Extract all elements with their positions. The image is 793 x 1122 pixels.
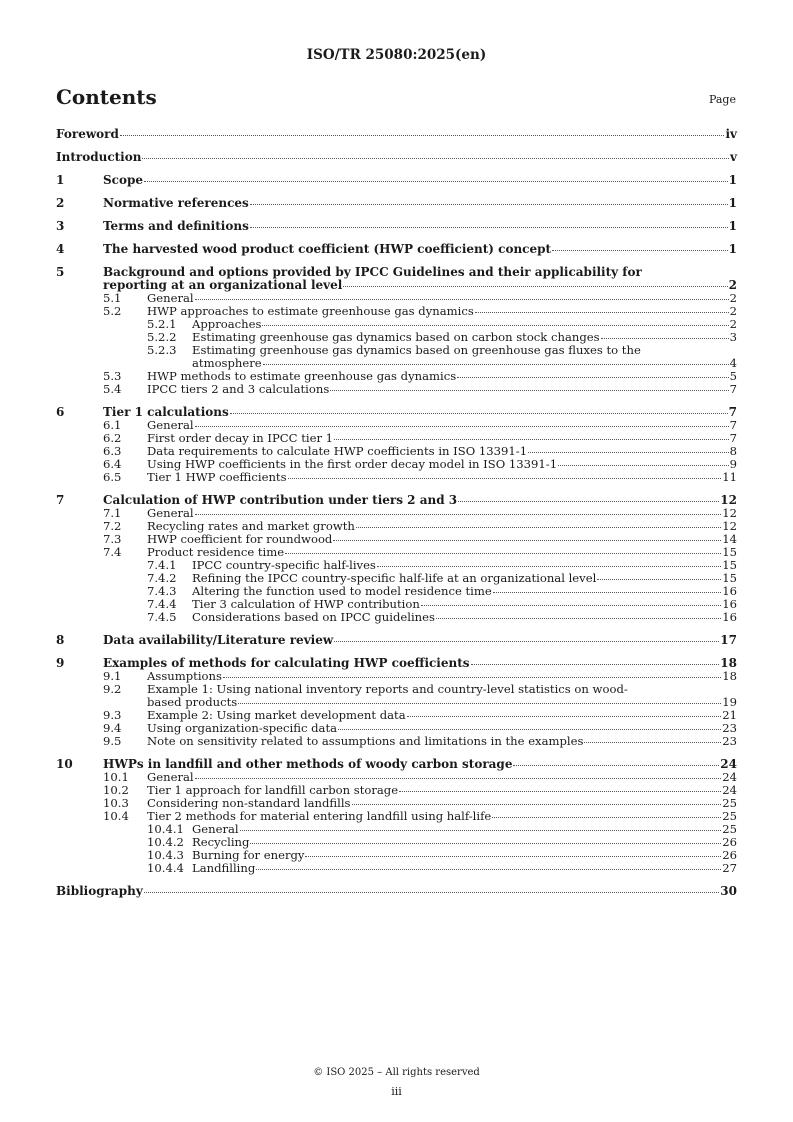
toc-dot-leader	[195, 514, 722, 515]
toc-dot-leader	[558, 465, 729, 466]
toc-entry-title: General	[147, 770, 194, 784]
toc-entry-page: 16	[722, 610, 737, 624]
toc-entry-title: Tier 1 HWP coefficients	[147, 470, 287, 484]
toc-dot-leader	[399, 791, 721, 792]
toc-entry[interactable]	[56, 151, 737, 164]
toc-entry-number: 7.1	[103, 506, 122, 520]
toc-entry-page: 12	[722, 519, 737, 533]
toc-entry-number: 7.4.5	[147, 610, 177, 624]
toc-entry-number: 7	[56, 493, 65, 507]
toc-entry[interactable]	[56, 611, 737, 624]
toc-entry-page: 15	[722, 571, 737, 585]
toc-entry[interactable]	[56, 344, 737, 370]
toc-entry-page: 7	[729, 382, 737, 396]
toc-entry-title: Example 1: Using national inventory reports and country-level statistics on wood-	[147, 682, 628, 696]
toc-entry-page: 26	[722, 848, 737, 862]
toc-dot-leader	[528, 452, 729, 453]
toc-entry[interactable]	[56, 735, 737, 748]
toc-entry-number: 3	[56, 219, 65, 233]
toc-entry-number: 7.4.3	[147, 584, 177, 598]
toc-entry-number: 7.2	[103, 519, 122, 533]
toc-dot-leader	[356, 527, 721, 528]
toc-entry-number: 5.2.2	[147, 330, 177, 344]
page-column-label: Page	[708, 93, 736, 106]
toc-entry-page: 7	[729, 431, 737, 445]
toc-dot-leader	[240, 830, 722, 831]
toc-entry-number: 9.3	[103, 708, 122, 722]
toc-dot-leader	[144, 892, 720, 893]
toc-entry[interactable]	[56, 862, 737, 875]
toc-dot-leader	[195, 778, 722, 779]
toc-entry-title: The harvested wood product coefficient (HWP coefficient) concept	[103, 242, 552, 256]
toc-entry-title: Considerations based on IPCC guidelines	[192, 610, 435, 624]
toc-entry-page: iv	[725, 127, 737, 141]
toc-entry-page: 7	[728, 405, 737, 419]
toc-entry-title: Tier 1 approach for landfill carbon storage	[147, 783, 399, 797]
toc-entry-page: 9	[729, 457, 737, 471]
toc-entry-page: 30	[720, 884, 737, 898]
toc-entry-page: 24	[722, 770, 737, 784]
toc-dot-leader	[142, 158, 729, 159]
toc-entry-title: Estimating greenhouse gas dynamics based on carbon stock changes	[192, 330, 600, 344]
toc-entry-page: 2	[728, 278, 737, 292]
toc-dot-leader	[334, 439, 729, 440]
toc-entry-title: Assumptions	[147, 669, 222, 683]
toc-entry-title: Foreword	[56, 127, 119, 141]
toc-entry-number: 6.3	[103, 444, 122, 458]
toc-entry-page: 16	[722, 584, 737, 598]
toc-dot-leader	[333, 540, 721, 541]
toc-entry-title: IPCC country-specific half-lives	[192, 558, 376, 572]
contents-title: Contents	[56, 85, 157, 109]
toc-entry-page: 8	[729, 444, 737, 458]
toc-entry-title: Considering non-standard landfills	[147, 796, 351, 810]
toc-entry-title: Normative references	[103, 196, 249, 210]
toc-entry-number: 5.2.3	[147, 343, 177, 357]
toc-entry-page: 25	[722, 796, 737, 810]
toc-entry-number: 6.1	[103, 418, 122, 432]
toc-entry-page: 1	[728, 173, 737, 187]
toc-entry-page: 18	[720, 656, 737, 670]
toc-entry-number: 4	[56, 242, 65, 256]
toc-entry-page: 12	[720, 493, 737, 507]
toc-entry-title: Example 2: Using market development data	[147, 708, 406, 722]
toc-entry-number: 10.1	[103, 770, 129, 784]
toc-entry-number: 10.4.2	[147, 835, 184, 849]
toc-entry-title: Background and options provided by IPCC Guidelines and their applicability for	[103, 265, 642, 279]
toc-entry-title: Note on sensitivity related to assumptions and limitations in the examples	[147, 734, 584, 748]
toc-entry-title: Recycling	[192, 835, 250, 849]
toc-entry-page: 12	[722, 506, 737, 520]
toc-entry-title: Approaches	[192, 317, 262, 331]
toc-entry-title: General	[147, 506, 194, 520]
toc-entry[interactable]	[56, 220, 737, 233]
toc-entry-page: 15	[722, 558, 737, 572]
toc-entry-page: 15	[722, 545, 737, 559]
toc-dot-leader	[343, 286, 727, 287]
toc-entry-title: IPCC tiers 2 and 3 calculations	[147, 382, 330, 396]
toc-dot-leader	[436, 618, 721, 619]
toc-entry-title: Bibliography	[56, 884, 143, 898]
toc-entry-number: 9.2	[103, 682, 122, 696]
toc-entry-title: Introduction	[56, 150, 142, 164]
toc-entry-page: 1	[728, 196, 737, 210]
toc-entry-title: Recycling rates and market growth	[147, 519, 355, 533]
toc-entry-title: Burning for energy	[192, 848, 305, 862]
toc-entry-title: Tier 1 calculations	[103, 405, 229, 419]
toc-entry-page: 2	[729, 291, 737, 305]
toc-entry-title-continuation: atmosphere	[192, 356, 262, 370]
toc-entry-page: 14	[722, 532, 737, 546]
toc-entry-number: 10	[56, 757, 73, 771]
toc-entry-number: 5.1	[103, 291, 122, 305]
toc-dot-leader	[597, 579, 721, 580]
toc-entry-number: 10.4	[103, 809, 129, 823]
toc-entry-page: 25	[722, 822, 737, 836]
toc-entry-page: 19	[722, 695, 737, 709]
toc-entry-title: General	[147, 291, 194, 305]
toc-entry-page: 18	[722, 669, 737, 683]
toc-entry-page: v	[730, 150, 737, 164]
toc-entry-number: 5	[56, 265, 65, 279]
toc-entry-number: 8	[56, 633, 65, 647]
toc-entry-title: Tier 2 methods for material entering landfill using half-life	[147, 809, 492, 823]
toc-dot-leader	[457, 377, 728, 378]
toc-entry-number: 9.4	[103, 721, 122, 735]
toc-entry-title: General	[192, 822, 239, 836]
toc-entry-page: 7	[729, 418, 737, 432]
toc-entry-page: 3	[729, 330, 737, 344]
toc-entry[interactable]	[56, 683, 737, 709]
toc-dot-leader	[552, 250, 728, 251]
toc-entry-title: Estimating greenhouse gas dynamics based on greenhouse gas fluxes to the	[192, 343, 641, 357]
toc-entry-number: 6.5	[103, 470, 122, 484]
toc-entry-number: 10.2	[103, 783, 129, 797]
toc-dot-leader	[601, 338, 729, 339]
toc-entry-page: 26	[722, 835, 737, 849]
toc-dot-leader	[492, 817, 721, 818]
toc-dot-leader	[256, 869, 721, 870]
toc-entry-page: 24	[720, 757, 737, 771]
toc-entry-number: 5.2.1	[147, 317, 177, 331]
toc-entry-page: 5	[729, 369, 737, 383]
toc-entry-number: 7.4.2	[147, 571, 177, 585]
toc-entry-title-continuation: based products	[147, 695, 238, 709]
toc-entry-number: 1	[56, 173, 65, 187]
toc-entry-number: 6.2	[103, 431, 122, 445]
toc-dot-leader	[230, 413, 728, 414]
toc-dot-leader	[144, 181, 728, 182]
toc-entry-page: 2	[729, 317, 737, 331]
toc-entry-number: 2	[56, 196, 65, 210]
toc-entry-number: 9	[56, 656, 65, 670]
toc-entry-number: 5.2	[103, 304, 122, 318]
toc-entry[interactable]	[56, 634, 737, 647]
toc-entry-page: 23	[722, 734, 737, 748]
toc-entry-page: 1	[728, 242, 737, 256]
toc-dot-leader	[330, 390, 728, 391]
toc-entry-title: Scope	[103, 173, 144, 187]
toc-entry-title: Refining the IPCC country-specific half-life at an organizational level	[192, 571, 597, 585]
toc-dot-leader	[238, 703, 721, 704]
toc-dot-leader	[223, 677, 721, 678]
toc-dot-leader	[120, 135, 725, 136]
toc-dot-leader	[262, 325, 728, 326]
page-number: iii	[391, 1085, 402, 1098]
toc-entry-page: 25	[722, 809, 737, 823]
toc-entry-title: HWPs in landfill and other methods of woody carbon storage	[103, 757, 513, 771]
toc-entry-page: 17	[720, 633, 737, 647]
toc-dot-leader	[250, 204, 728, 205]
toc-dot-leader	[471, 664, 720, 665]
toc-entry-number: 9.1	[103, 669, 122, 683]
toc-dot-leader	[584, 742, 721, 743]
toc-entry-title: General	[147, 418, 194, 432]
toc-dot-leader	[513, 765, 719, 766]
toc-entry[interactable]	[56, 128, 737, 141]
toc-dot-leader	[458, 501, 719, 502]
toc-dot-leader	[263, 364, 729, 365]
toc-dot-leader	[334, 641, 719, 642]
toc-entry[interactable]	[56, 885, 737, 898]
toc-dot-leader	[493, 592, 721, 593]
toc-dot-leader	[407, 716, 722, 717]
toc-entry-number: 10.4.4	[147, 861, 184, 875]
toc-entry-number: 6.4	[103, 457, 122, 471]
toc-entry-title: Examples of methods for calculating HWP coefficients	[103, 656, 470, 670]
toc-entry-title: First order decay in IPCC tier 1	[147, 431, 334, 445]
toc-entry-title: HWP methods to estimate greenhouse gas dynamics	[147, 369, 457, 383]
toc-dot-leader	[195, 299, 729, 300]
toc-entry[interactable]	[56, 471, 737, 484]
toc-dot-leader	[421, 605, 721, 606]
toc-entry-number: 5.4	[103, 382, 122, 396]
toc-entry-title: Data availability/Literature review	[103, 633, 334, 647]
toc-entry-title: Terms and definitions	[103, 219, 249, 233]
toc-dot-leader	[288, 478, 722, 479]
toc-entry[interactable]	[56, 197, 737, 210]
toc-entry-number: 7.4	[103, 545, 122, 559]
toc-dot-leader	[250, 227, 728, 228]
toc-entry-page: 2	[729, 304, 737, 318]
toc-entry-title: Using HWP coefficients in the first order decay model in ISO 13391-1	[147, 457, 558, 471]
toc-entry[interactable]	[56, 383, 737, 396]
toc-entry-title: Altering the function used to model residence time	[192, 584, 492, 598]
toc-entry-page: 11	[722, 470, 737, 484]
toc-entry-number: 6	[56, 405, 65, 419]
toc-entry-title: HWP coefficient for roundwood	[147, 532, 333, 546]
toc-entry-title: Product residence time	[147, 545, 285, 559]
toc-dot-leader	[338, 729, 721, 730]
toc-entry-number: 7.4.4	[147, 597, 177, 611]
toc-entry-number: 10.4.1	[147, 822, 184, 836]
copyright-footer: © ISO 2025 – All rights reserved	[313, 1067, 480, 1078]
toc-entry-title: HWP approaches to estimate greenhouse gas dynamics	[147, 304, 474, 318]
table-of-contents	[56, 128, 737, 898]
toc-dot-leader	[285, 553, 721, 554]
toc-dot-leader	[250, 843, 721, 844]
toc-entry-number: 7.3	[103, 532, 122, 546]
toc-entry-title: Calculation of HWP contribution under tiers 2 and 3	[103, 493, 458, 507]
toc-entry-number: 10.4.3	[147, 848, 184, 862]
toc-entry-page: 23	[722, 721, 737, 735]
toc-entry-page: 27	[722, 861, 737, 875]
toc-dot-leader	[305, 856, 721, 857]
toc-dot-leader	[377, 566, 721, 567]
toc-entry-page: 1	[728, 219, 737, 233]
toc-dot-leader	[475, 312, 729, 313]
toc-entry[interactable]	[56, 266, 737, 292]
toc-entry-number: 10.3	[103, 796, 129, 810]
toc-entry-title: Data requirements to calculate HWP coefficients in ISO 13391-1	[147, 444, 528, 458]
toc-entry-number: 9.5	[103, 734, 122, 748]
toc-entry-page: 4	[729, 356, 737, 370]
toc-dot-leader	[195, 426, 729, 427]
toc-entry-page: 21	[722, 708, 737, 722]
toc-dot-leader	[352, 804, 722, 805]
toc-entry-page: 16	[722, 597, 737, 611]
toc-entry-number: 7.4.1	[147, 558, 177, 572]
toc-entry[interactable]	[56, 174, 737, 187]
toc-entry-page: 24	[722, 783, 737, 797]
toc-entry-title: Using organization-specific data	[147, 721, 338, 735]
document-id-header: ISO/TR 25080:2025(en)	[306, 47, 487, 63]
toc-entry-number: 5.3	[103, 369, 122, 383]
toc-entry-title: Landfilling	[192, 861, 256, 875]
toc-entry-title-continuation: reporting at an organizational level	[103, 278, 343, 292]
toc-entry-title: Tier 3 calculation of HWP contribution	[192, 597, 420, 611]
toc-entry[interactable]	[56, 243, 737, 256]
